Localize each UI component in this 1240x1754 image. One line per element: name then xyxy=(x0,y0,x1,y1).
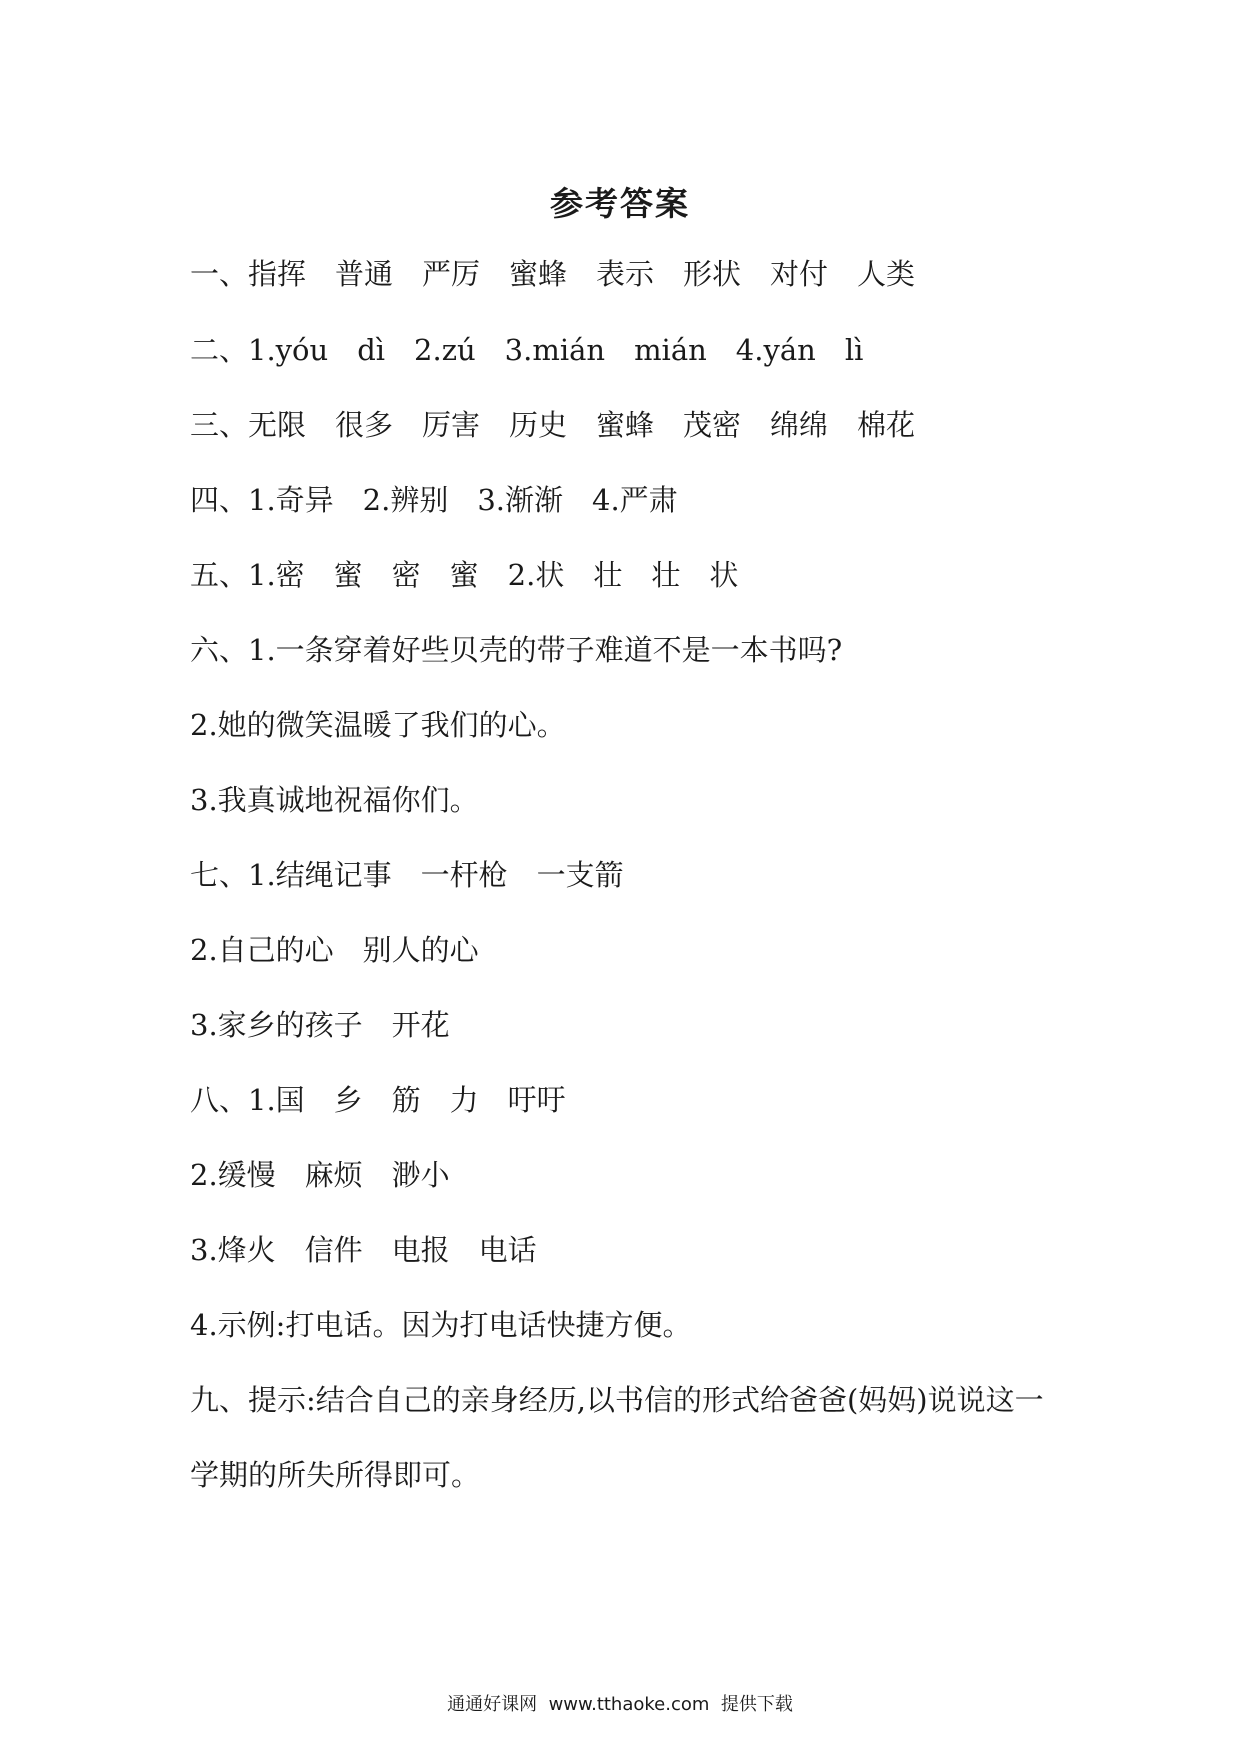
answer-line-14: 3.烽火 信件 电报 电话 xyxy=(190,1233,537,1267)
answer-line-10: 2.自己的心 别人的心 xyxy=(190,933,479,967)
answer-line-5: 五、1.密 蜜 密 蜜 2.状 壮 壮 状 xyxy=(190,558,739,592)
answer-line-15: 4.示例:打电话。因为打电话快捷方便。 xyxy=(190,1308,692,1342)
answer-line-11: 3.家乡的孩子 开花 xyxy=(190,1008,450,1042)
footer-credit: 通通好课网 www.tthaoke.com 提供下载 xyxy=(447,1694,793,1715)
answer-line-16: 九、提示:结合自己的亲身经历,以书信的形式给爸爸(妈妈)说说这一 xyxy=(190,1383,1044,1417)
page-title: 参考答案 xyxy=(550,184,690,223)
answer-line-4: 四、1.奇异 2.辨别 3.渐渐 4.严肃 xyxy=(190,483,678,517)
answer-line-12: 八、1.国 乡 筋 力 吁吁 xyxy=(190,1083,566,1117)
answer-line-13: 2.缓慢 麻烦 渺小 xyxy=(190,1158,450,1192)
answer-line-17: 学期的所失所得即可。 xyxy=(190,1458,481,1492)
answer-line-8: 3.我真诚地祝福你们。 xyxy=(190,783,479,817)
answer-line-7: 2.她的微笑温暖了我们的心。 xyxy=(190,708,566,742)
answer-line-2: 二、1.yóu dì 2.zú 3.mián mián 4.yán lì xyxy=(190,333,864,367)
answer-line-1: 一、指挥 普通 严厉 蜜蜂 表示 形状 对付 人类 xyxy=(190,257,916,291)
answer-line-9: 七、1.结绳记事 一杆枪 一支箭 xyxy=(190,858,624,892)
answer-line-6: 六、1.一条穿着好些贝壳的带子难道不是一本书吗? xyxy=(190,633,843,667)
answer-line-3: 三、无限 很多 厉害 历史 蜜蜂 茂密 绵绵 棉花 xyxy=(190,408,916,442)
